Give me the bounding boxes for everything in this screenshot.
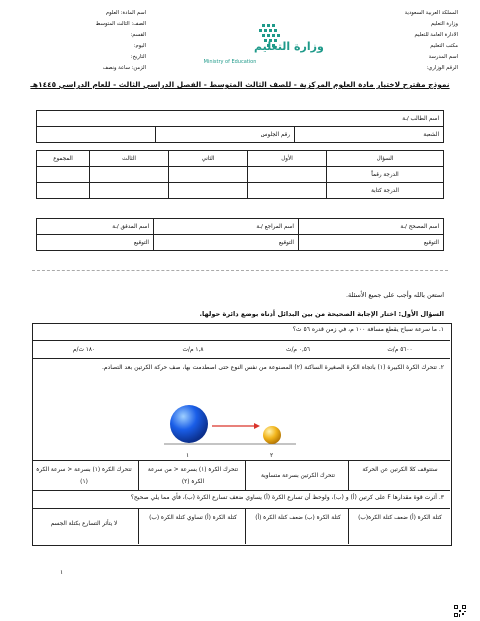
signature-label: التوقيع (37, 235, 154, 251)
answer-option[interactable]: ٥٦٠٠ م/ث (387, 347, 413, 353)
signature-label: التوقيع (299, 235, 444, 251)
qr-code-icon (454, 602, 466, 614)
divider (32, 460, 450, 461)
small-ball-icon (263, 426, 281, 444)
answer-option[interactable]: كتلة الكرة (ب) ضعف كتلة الكرة (أ) (255, 515, 341, 521)
exam-info-header (36, 8, 146, 74)
header-line: اسم المدرسة (428, 54, 458, 60)
divider (32, 270, 448, 271)
info-line: اسم المادة: العلوم (105, 10, 146, 16)
instruction-text: استعن بالله وأجب على جميع الأسئلة. (346, 291, 444, 299)
info-line: الزمن: ساعة ونصف (102, 65, 146, 71)
info-line: الصف: الثالث المتوسط (95, 21, 146, 27)
grades-row-label: الدرجة كتابة (327, 183, 444, 199)
grades-header: السؤال (327, 151, 444, 167)
grade-cell[interactable] (90, 167, 169, 183)
grade-cell[interactable] (169, 167, 248, 183)
class-label: الشعبة (295, 127, 444, 143)
corrector-label: اسم المصحح /ـة (299, 219, 444, 235)
question-title: السؤال الأول: اختار الإجابة الصحيحة من بين البدائل أدناه بوضع دائرة حولها. (199, 310, 444, 318)
reviewer-label: اسم المراجع /ـة (154, 219, 299, 235)
header-line: الادارة العامة للتعليم (414, 32, 458, 38)
student-name-label: اسم الطالب /ـة (37, 111, 444, 127)
grades-table (36, 150, 444, 199)
divider (32, 340, 450, 341)
ball-2-label: ٢ (270, 452, 274, 459)
info-line: التاريخ: (130, 54, 146, 60)
grades-header: الثالث (90, 151, 169, 167)
info-line: اليوم: (133, 43, 146, 49)
seat-number-cell[interactable] (37, 127, 156, 143)
logo-english-text: Ministry of Education (203, 59, 257, 65)
grades-header: المجموع (37, 151, 90, 167)
grade-cell[interactable] (248, 183, 327, 199)
question-2-text: ٢. تتحرك الكرة الكبيرة (١) باتجاه الكرة الصغيرة الساكنة (٢) المصنوعة من نفس النوع حتى اصطدمت بها، صف حركة الكرتين بعد التصادم. (101, 364, 444, 371)
divider (245, 508, 246, 544)
large-ball-icon (170, 405, 208, 443)
answer-option[interactable]: تتحرك الكرتين بسرعة متساوية (260, 473, 336, 479)
header-line: وزارة التعليم (430, 21, 458, 27)
exam-title: نموذج مقترح لاختبار مادة العلوم المركزية - للصف الثالث المتوسط - الفصل الدراسي الثالث - للعام الدراسي ١٤٤٥هـ (30, 80, 450, 89)
auditor-label: اسم المدقق /ـة (37, 219, 154, 235)
answer-option[interactable]: تتحرك الكرة (١) بسرعة < سرعة الكرة (١) (36, 467, 132, 485)
divider (138, 460, 139, 490)
grade-cell[interactable] (169, 183, 248, 199)
answer-option[interactable]: لا يتأثر التسارع بكتلة الجسم (50, 521, 118, 527)
collision-illustration (160, 396, 300, 458)
answer-option[interactable]: ستتوقف كلا الكرتين عن الحركة (362, 467, 438, 473)
divider (138, 508, 139, 544)
answer-option[interactable]: ٠,٥٦ م/ث (285, 347, 311, 353)
grade-cell[interactable] (37, 183, 90, 199)
divider (348, 508, 349, 544)
grade-cell[interactable] (37, 167, 90, 183)
header-line: المملكة العربية السعودية (404, 10, 458, 16)
seat-number-label: رقم الجلوس (156, 127, 295, 143)
signature-label: التوقيع (154, 235, 299, 251)
info-line: القسم: (130, 32, 146, 38)
divider (32, 358, 450, 359)
question-1-text: ١. ما سرعة سباح يقطع مسافة ١٠٠ م، في زمن قدره ٥٦ ث؟ (292, 326, 444, 333)
grade-cell[interactable] (248, 167, 327, 183)
answer-option[interactable]: كتلة الكرة (أ) تساوي كتلة الكرة (ب) (149, 515, 237, 521)
student-info-table (36, 110, 444, 143)
ministry-logo (192, 18, 324, 70)
grades-row-label: الدرجة رقماً (327, 167, 444, 183)
ball-1-label: ١ (186, 452, 190, 459)
header-line: الرقم الوزاري: (426, 65, 458, 71)
answer-option[interactable]: كتلة الكرة (أ) ضعف كتلة الكرة(ب) (358, 515, 442, 521)
question-3-text: ٣. أثرت قوة مقدارها F على كرتين (أ) و (ب)، ولوحظ أن تسارع الكرة (أ) يساوي ضعف تسارع الكرة (ب)، فأي مما يلي صحيح؟ (130, 494, 444, 501)
staff-table (36, 218, 444, 251)
divider (32, 508, 450, 509)
grades-header: الأول (248, 151, 327, 167)
grades-header: الثاني (169, 151, 248, 167)
answer-option[interactable]: ١,٨ م/ث (182, 347, 204, 353)
school-header (348, 8, 458, 74)
divider (245, 460, 246, 490)
page-number: ١ (60, 569, 64, 576)
logo-arabic-text: وزارة التعليم (254, 40, 324, 53)
header-line: مكتب التعليم (430, 43, 458, 49)
divider (348, 460, 349, 490)
answer-option[interactable]: ١٨٠ ث/م (72, 347, 96, 353)
answer-option[interactable]: تتحرك الكرة (١) بسرعة < من سرعة الكرة (٢) (147, 467, 239, 485)
arrow-head-icon (254, 423, 260, 429)
grade-cell[interactable] (90, 183, 169, 199)
divider (32, 490, 450, 491)
